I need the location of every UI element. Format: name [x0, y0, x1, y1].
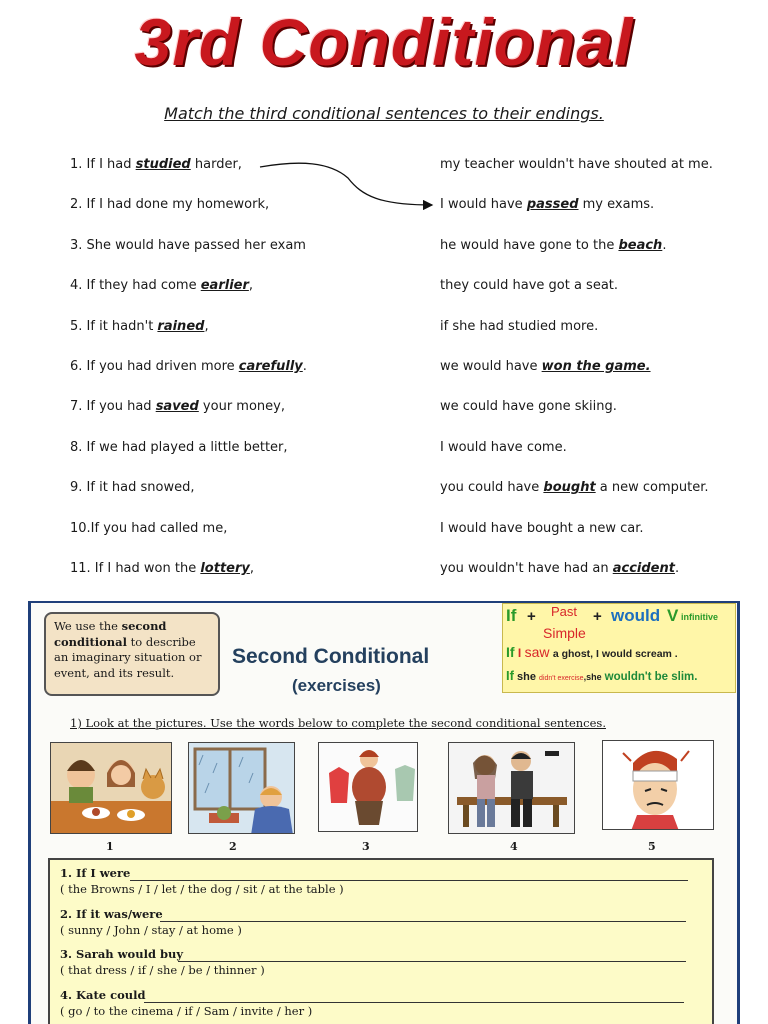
sentence-ending-10: [440, 521, 643, 536]
sentence-ending-2-pre: I would have: [440, 197, 527, 213]
picture-woman-dress: [318, 742, 418, 832]
picture-couple-bench: [448, 742, 575, 834]
sentence-beginning-11-underlined: lottery: [200, 561, 250, 576]
question-2: [60, 907, 163, 921]
sentence-ending-2-underlined: passed: [526, 197, 579, 213]
exercise-heading: 1) Look at the pictures. Use the words below to complete the second conditional sentences.: [70, 716, 606, 730]
sentence-beginning-4-underlined: earlier: [200, 278, 249, 294]
answer-line-2[interactable]: [160, 921, 686, 922]
sentence-ending-3-post: .: [662, 237, 667, 253]
sentence-beginning-8-pre: 8. If we had played a little better,: [70, 439, 288, 455]
sentence-beginning-1-underlined: studied: [135, 157, 191, 172]
answer-line-4[interactable]: [144, 1002, 684, 1003]
sentence-ending-8: [440, 440, 567, 455]
sentence-ending-11: [440, 561, 679, 576]
formula-infinitive: infinitive: [681, 612, 719, 622]
worksheet-title: 3rd Conditional: [134, 5, 634, 79]
sentence-beginning-11-pre: 11. If I had won the: [70, 561, 201, 576]
picture-number-1: 1: [106, 840, 114, 853]
sentence-ending-7-pre: we could have gone skiing.: [440, 399, 617, 415]
picture-rainy-window: [188, 742, 295, 834]
sentence-beginning-11-post: ,: [249, 561, 255, 576]
second-conditional-title: Second Conditional: [232, 645, 430, 668]
formula-simple: Simple: [543, 625, 586, 641]
picture-number-3: 3: [362, 840, 370, 853]
sentence-beginning-2: [70, 197, 269, 212]
sentence-beginning-3: [70, 238, 306, 253]
question-3-start: 3. Sarah would buy: [60, 947, 184, 961]
sentence-beginning-7-post: your money,: [198, 399, 285, 415]
sentence-beginning-5-underlined: rained: [157, 318, 205, 334]
example2-subject: she: [517, 671, 536, 683]
picture-sick-boy: [602, 740, 714, 830]
sentence-ending-9-underlined: bought: [543, 480, 596, 496]
sentence-beginning-6-pre: 6. If you had driven more: [70, 359, 239, 374]
sentence-beginning-6: [70, 359, 307, 374]
sentence-beginning-11: [70, 561, 254, 576]
second-conditional-subtitle: (exercises): [292, 676, 381, 695]
sentence-ending-2-post: my exams.: [578, 197, 655, 213]
sentence-beginning-7-pre: 7. If you had: [70, 399, 156, 415]
sentence-beginning-5: [70, 319, 209, 334]
question-3: [60, 947, 183, 961]
example2-negative: didn't exercise: [539, 675, 584, 682]
sentence-ending-3: [440, 238, 666, 253]
question-1: [60, 866, 130, 880]
sentence-beginning-1: [70, 157, 242, 172]
sentence-ending-11-underlined: accident: [612, 561, 675, 576]
note-term: second conditional: [54, 619, 167, 649]
picture-family-dinner: [50, 742, 172, 834]
sentence-ending-10-pre: I would have bought a new car.: [440, 520, 644, 536]
example2-tail: wouldn't be slim.: [604, 671, 698, 683]
sentence-beginning-4-pre: 4. If they had come: [70, 278, 201, 294]
sentence-beginning-4: [70, 278, 253, 293]
sentence-beginning-7: [70, 399, 285, 414]
sentence-beginning-7-underlined: saved: [155, 399, 199, 415]
definition-note: [44, 612, 220, 696]
formula-past: Past: [551, 604, 578, 619]
sentence-ending-4: [440, 278, 618, 293]
sentence-ending-9-pre: you could have: [440, 480, 544, 496]
formula-box: [502, 603, 736, 693]
formula-if: If: [506, 606, 517, 625]
sentence-ending-11-pre: you wouldn't have had an: [440, 561, 613, 576]
sentence-beginning-5-pre: 5. If it hadn't: [70, 318, 158, 334]
sentence-ending-2: [440, 197, 654, 212]
sentence-ending-1: [440, 157, 713, 172]
question-2-start: 2. If it was/were: [60, 907, 163, 921]
sentence-ending-4-pre: they could have got a seat.: [440, 278, 619, 294]
sentence-ending-3-pre: he would have gone to the: [440, 237, 619, 253]
formula-would: would: [611, 606, 661, 625]
sentence-beginning-6-underlined: carefully: [238, 359, 303, 374]
sentence-ending-9-post: a new computer.: [595, 480, 709, 496]
example1-rest: a ghost, I would scream .: [552, 648, 678, 660]
sentence-ending-6: [440, 359, 651, 374]
sentence-beginning-9: [70, 480, 195, 495]
note-text-c: to describe an imaginary situation or event, and its result.: [54, 634, 202, 680]
sentence-beginning-5-post: ,: [204, 318, 209, 334]
sentence-ending-5: [440, 319, 598, 334]
sentence-beginning-8: [70, 440, 288, 455]
sentence-ending-1-pre: my teacher wouldn't have shouted at me.: [440, 157, 713, 172]
sentence-beginning-1-pre: 1. If I had: [70, 157, 136, 172]
picture-number-2: 2: [229, 840, 237, 853]
sentence-beginning-4-post: ,: [248, 278, 254, 294]
sentence-ending-6-pre: we would have: [440, 359, 542, 374]
sentence-beginning-1-post: harder,: [190, 157, 242, 172]
example1-if: If: [506, 644, 515, 660]
formula-plus-1: +: [527, 608, 536, 625]
question-3-hint: ( that dress / if / she / be / thinner ): [60, 963, 265, 977]
sentence-beginning-10: [70, 521, 227, 536]
sentence-beginning-9-pre: 9. If it had snowed,: [70, 480, 195, 496]
sentence-ending-3-underlined: beach: [618, 237, 663, 253]
sentence-ending-9: [440, 480, 709, 495]
formula-v: V: [667, 606, 679, 625]
example2-if: If: [506, 668, 514, 683]
answer-line-3[interactable]: [178, 961, 686, 962]
answer-line-1[interactable]: [130, 880, 688, 881]
formula-plus-2: +: [593, 608, 602, 625]
example1-subject: I: [517, 646, 522, 660]
example-arrow: [0, 0, 768, 260]
sentence-beginning-10-pre: 10.If you had called me,: [70, 520, 228, 536]
example1-verb: saw: [524, 644, 550, 660]
question-2-hint: ( sunny / John / stay / at home ): [60, 923, 242, 937]
instruction: Match the third conditional sentences to their endings.: [164, 104, 604, 123]
sentence-beginning-6-post: .: [302, 359, 307, 374]
sentence-ending-5-pre: if she had studied more.: [440, 318, 599, 334]
example2-rest: ,she: [583, 672, 602, 682]
question-1-hint: ( the Browns / I / let / the dog / sit / at the table ): [60, 882, 344, 896]
question-4: [60, 988, 146, 1002]
picture-number-5: 5: [648, 840, 656, 853]
sentence-ending-7: [440, 399, 617, 414]
question-4-start: 4. Kate could: [60, 988, 146, 1002]
picture-number-4: 4: [510, 840, 518, 853]
sentence-ending-6-underlined: won the game.: [541, 359, 651, 374]
sentence-beginning-3-pre: 3. She would have passed her exam: [70, 237, 306, 253]
question-1-start: 1. If I were: [60, 866, 131, 880]
note-text-a: We use the: [54, 619, 122, 633]
sentence-ending-8-pre: I would have come.: [440, 439, 567, 455]
question-4-hint: ( go / to the cinema / if / Sam / invite / her ): [60, 1004, 313, 1018]
sentence-ending-11-post: .: [674, 561, 680, 576]
sentence-beginning-2-pre: 2. If I had done my homework,: [70, 197, 270, 213]
